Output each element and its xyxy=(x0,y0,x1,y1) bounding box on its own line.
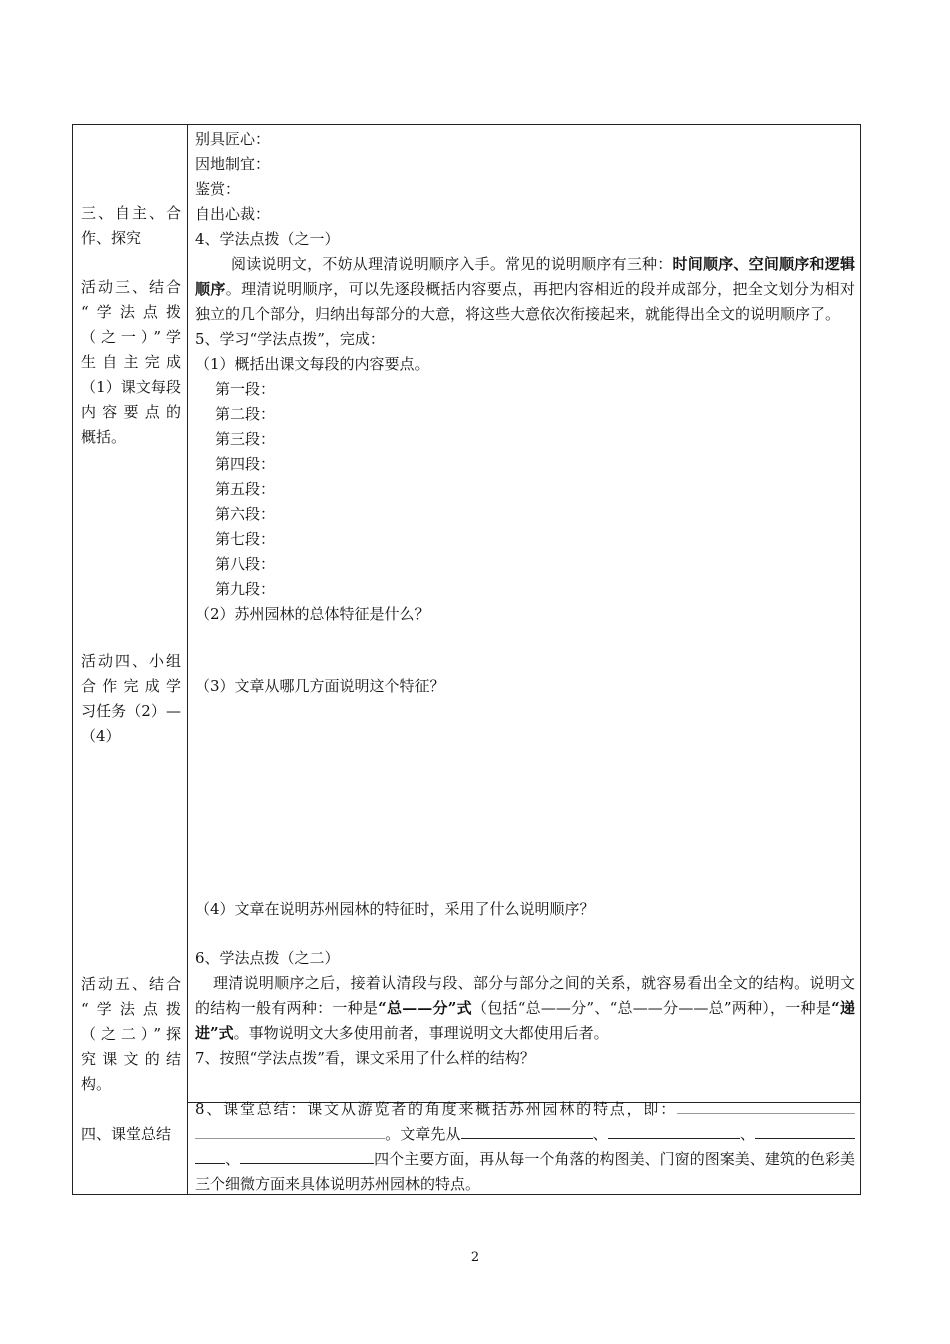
answer-blank[interactable] xyxy=(195,1122,385,1139)
left-line: 内容要点的 xyxy=(81,403,181,421)
paragraph-summary-line: 第一段： xyxy=(215,380,276,398)
item-5-title: 5、学习“学法点拨”，完成： xyxy=(195,330,385,348)
summary-text: 。文章先从 xyxy=(385,1125,461,1143)
question-3-block xyxy=(195,674,855,699)
answer-blank[interactable] xyxy=(461,1122,593,1139)
left-line: 构。 xyxy=(81,1075,112,1093)
left-line: 四、课堂总结 xyxy=(81,1125,172,1143)
text-line: 自出心裁： xyxy=(195,205,271,223)
question-4: （4）文章在说明苏州园林的特征时，采用了什么说明顺序？ xyxy=(195,900,595,918)
answer-blank[interactable] xyxy=(608,1122,740,1139)
paragraph-text: 。理清说明顺序，可以先逐段概括内容要点，再把内容相近的段并成部分，把全文划分为相对独立的几个部分，归纳出每部分的大意，将这些大意依次衔接起来，就能得出全文的说明顺序了。 xyxy=(195,280,855,323)
left-line: 活动五、结合 xyxy=(81,975,181,993)
item-8-paragraph xyxy=(195,1097,855,1197)
left-line: 合作完成学 xyxy=(81,677,181,695)
paragraph-text: 阅读说明文，不妨从理清说明顺序入手。常见的说明顺序有三种： xyxy=(231,255,673,273)
paragraph-bold: 时间顺序、空间顺序和逻辑顺序 xyxy=(195,255,855,298)
item-7: 7、按照“学法点拨”看，课文采用了什么样的结构？ xyxy=(195,1049,535,1067)
left-line: 概括。 xyxy=(81,428,127,446)
paragraph-text: 。事物说明文大多使用前者，事理说明文大都使用后者。 xyxy=(233,1024,609,1042)
answer-blank[interactable] xyxy=(240,1147,374,1164)
item-8-block xyxy=(195,1097,855,1197)
paragraph-summary-line: 第七段： xyxy=(215,530,276,548)
left-line: 究课文的结 xyxy=(81,1050,181,1068)
activity-5-label xyxy=(81,972,181,1097)
paragraph-text: （包括“总——分”、“总——分——总”两种），一种是 xyxy=(471,999,832,1017)
left-line: （之一）”学 xyxy=(81,328,181,346)
section-4-label xyxy=(81,1122,181,1147)
item-4-paragraph xyxy=(195,252,855,327)
page-number: 2 xyxy=(470,1250,480,1265)
summary-text: 8、课堂总结：课文从游览者的角度来概括苏州园林的特点，即： xyxy=(195,1100,677,1118)
activity-3-label xyxy=(81,275,181,450)
summary-text: 四个主要方面，再从每一个角落的构图美、门窗的图案美、建筑的色彩美三个细微方面来具体说明苏州园林的特点。 xyxy=(195,1150,855,1193)
answer-blank[interactable] xyxy=(195,1147,225,1164)
item-6-block xyxy=(195,946,855,1071)
left-line: 作、探究 xyxy=(81,229,142,247)
separator: 、 xyxy=(592,1125,608,1143)
paragraph-summary-line: 第五段： xyxy=(215,480,276,498)
text-line: 鉴赏： xyxy=(195,180,241,198)
item-6-paragraph xyxy=(195,971,855,1046)
left-line: （之二）”探 xyxy=(81,1025,181,1043)
paragraph-summary-line: 第六段： xyxy=(215,505,276,523)
question-1: （1）概括出课文每段的内容要点。 xyxy=(195,355,430,373)
question-4-block xyxy=(195,897,855,922)
activity-4-label xyxy=(81,649,181,749)
paragraph-bold: “总——分”式 xyxy=(378,999,472,1017)
content-block-top xyxy=(195,127,855,627)
column-divider xyxy=(187,125,188,1194)
question-2: （2）苏州园林的总体特征是什么？ xyxy=(195,605,430,623)
left-line: “学法点拨 xyxy=(81,303,181,321)
left-line: （4） xyxy=(81,727,121,745)
left-line: （1）课文每段 xyxy=(81,378,181,396)
section-3-label xyxy=(81,201,181,251)
text-line: 别具匠心： xyxy=(195,130,271,148)
paragraph-summary-line: 第九段： xyxy=(215,580,276,598)
answer-blank[interactable] xyxy=(755,1122,855,1139)
left-line: 习任务（2）— xyxy=(81,702,181,720)
left-line: “学法点拨 xyxy=(81,1000,181,1018)
item-6-title: 6、学法点拨（之二） xyxy=(195,949,340,967)
lesson-table xyxy=(72,124,861,1195)
paragraph-text: 理清说明顺序之后，接着认清段与段、部分与部分之间的关系，就容易看出全文的结构。说明文的结构一般有两种：一种是 xyxy=(195,974,855,1017)
left-line: 生自主完成 xyxy=(81,353,181,371)
separator: 、 xyxy=(225,1150,241,1168)
paragraph-summary-line: 第八段： xyxy=(215,555,276,573)
left-line: 三、自主、合 xyxy=(81,204,181,222)
paragraph-summary-line: 第四段： xyxy=(215,455,276,473)
item-4-title: 4、学法点拨（之一） xyxy=(195,230,340,248)
separator: 、 xyxy=(739,1125,755,1143)
question-3: （3）文章从哪几方面说明这个特征？ xyxy=(195,677,445,695)
text-line: 因地制宜： xyxy=(195,155,271,173)
paragraph-summary-line: 第二段： xyxy=(215,405,276,423)
answer-blank[interactable] xyxy=(677,1097,855,1114)
left-line: 活动三、结合 xyxy=(81,278,181,296)
paragraph-summary-line: 第三段： xyxy=(215,430,276,448)
paragraph-bold: “递进”式 xyxy=(195,999,855,1042)
left-line: 活动四、小组 xyxy=(81,652,181,670)
